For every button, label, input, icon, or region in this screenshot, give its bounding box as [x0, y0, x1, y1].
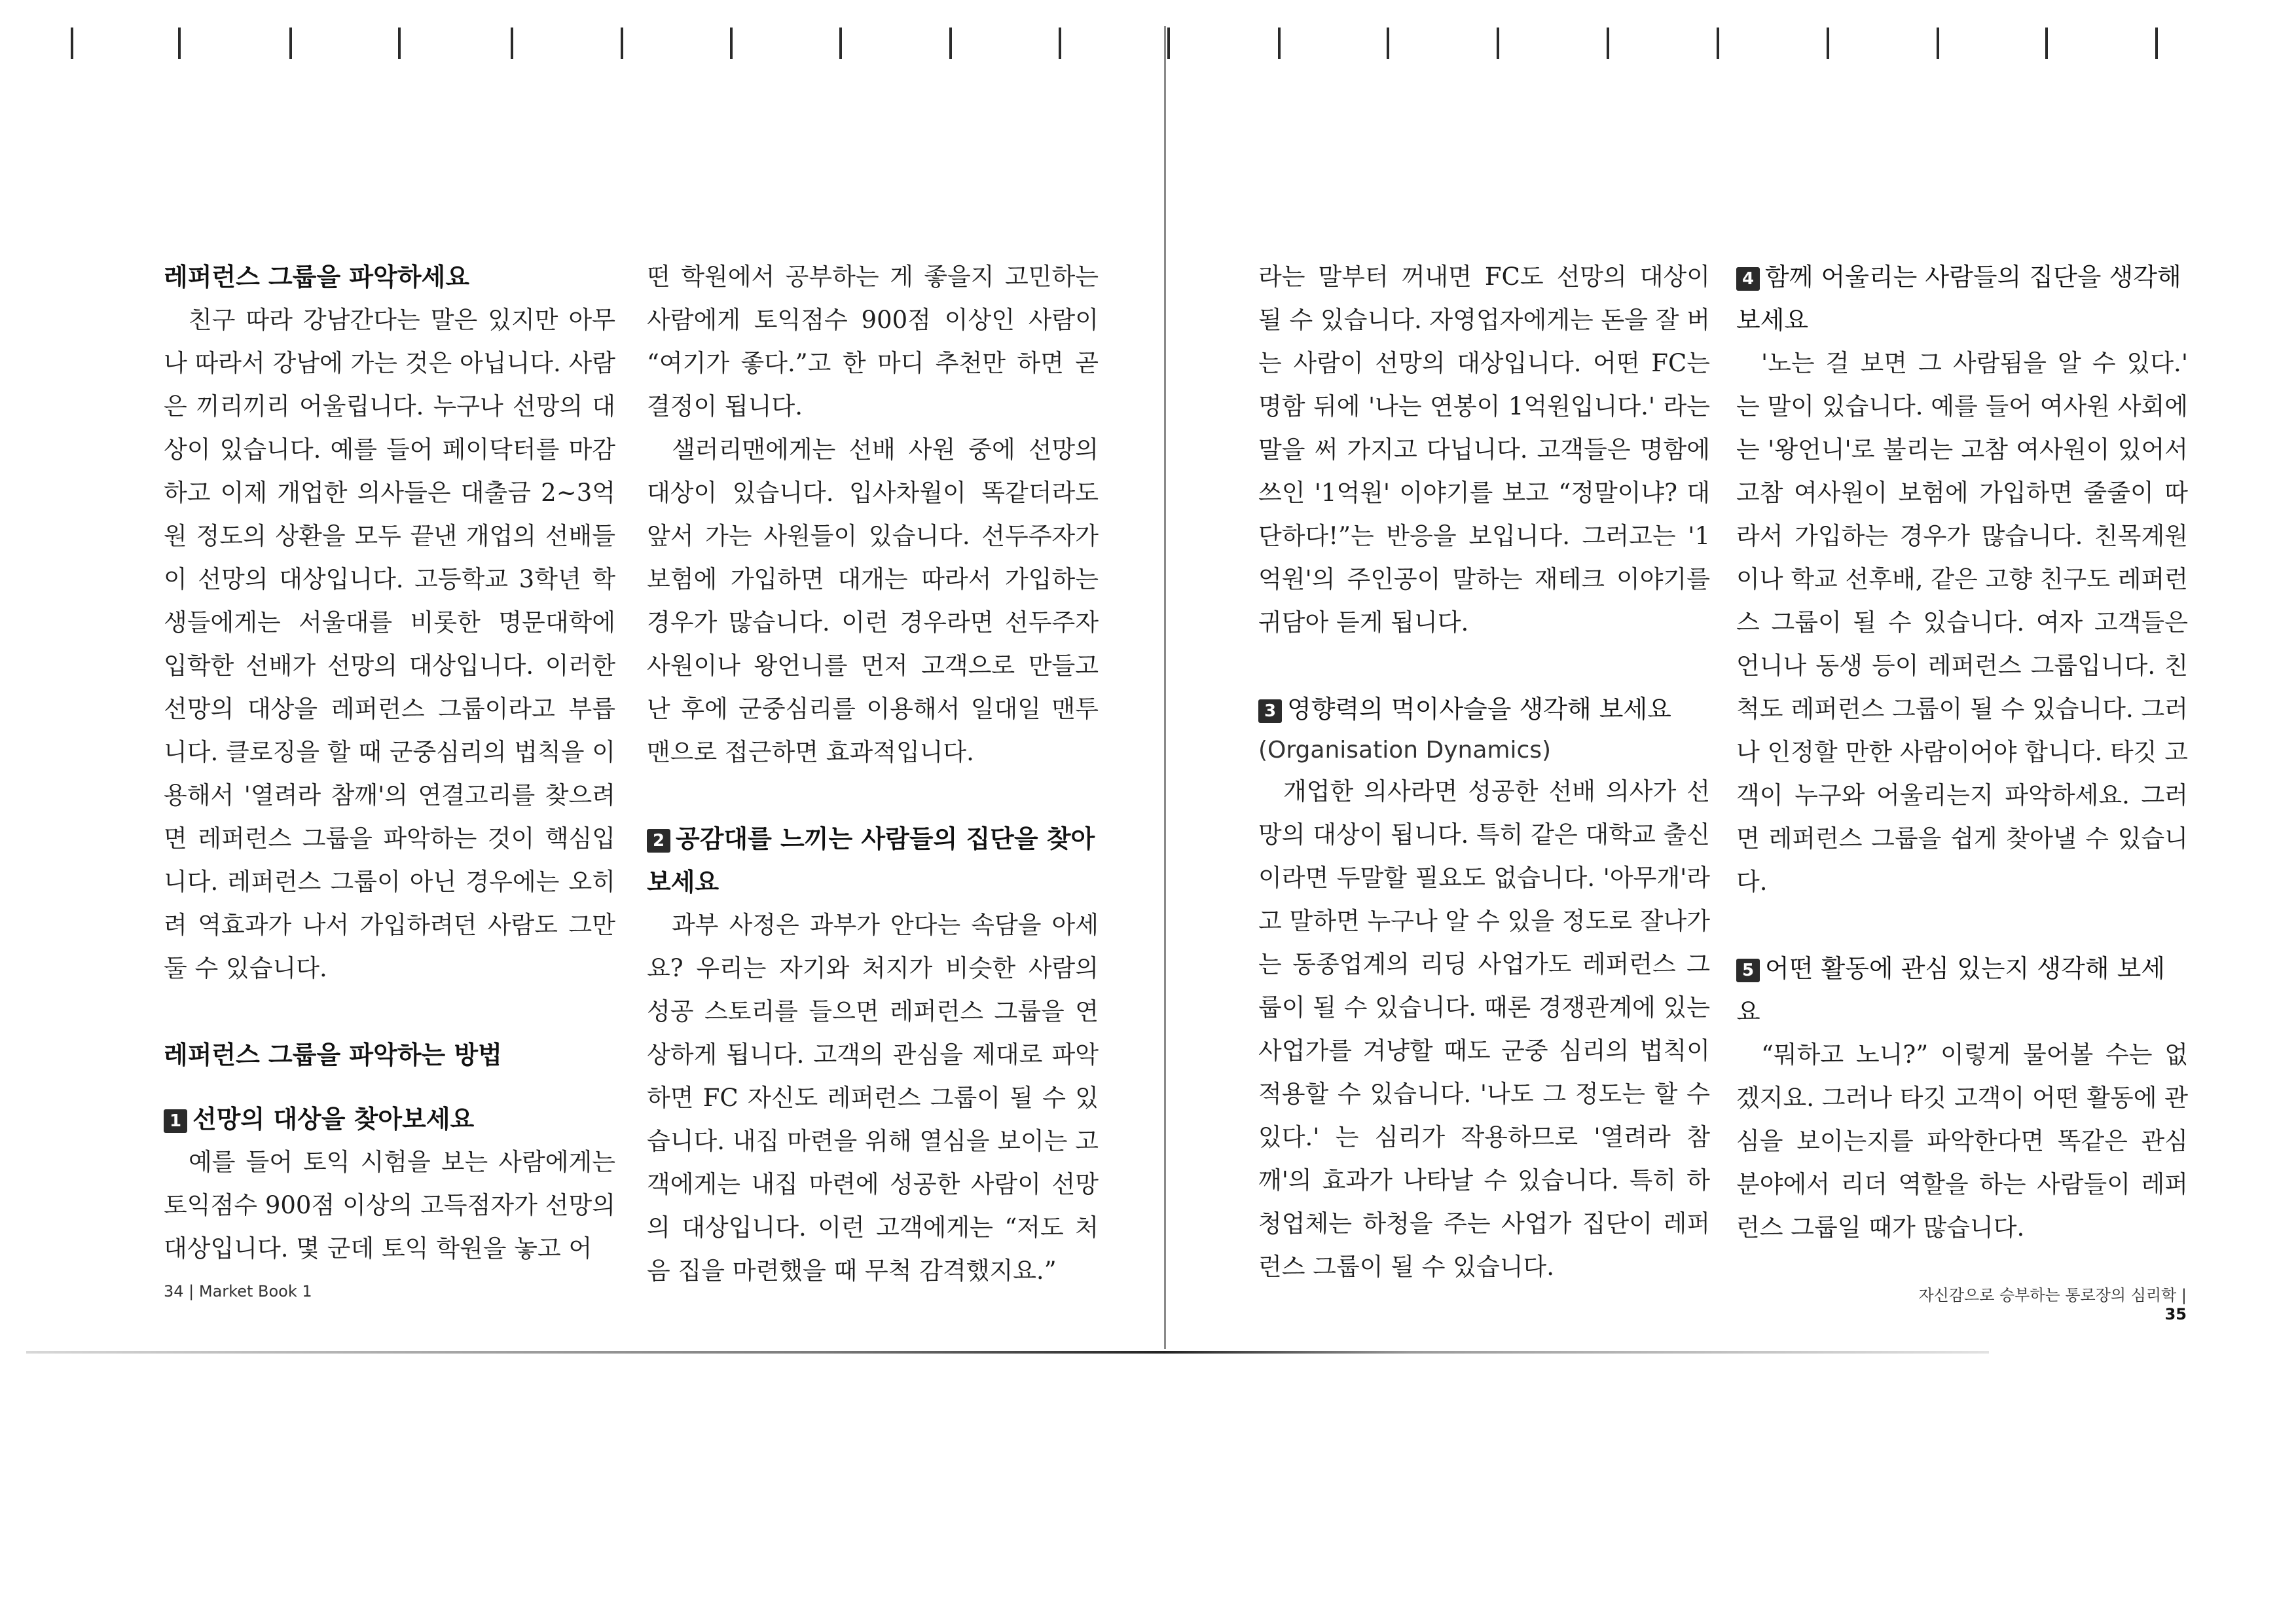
subheading-text: 영향력의 먹이사슬을 생각해 보세요 [1287, 695, 1671, 724]
tick-mark [1278, 28, 1281, 59]
book-spine [1164, 26, 1166, 1349]
right-page-bottom-edge [1164, 1351, 1989, 1354]
right-page-column-1 [1258, 255, 1710, 1289]
tick-mark [1717, 28, 1719, 59]
body-paragraph: 개업한 의사라면 성공한 선배 의사가 선망의 대상이 됩니다. 특히 같은 대학교 출신이라면 두말할 필요도 없습니다. '아무개'라고 말하면 누구나 알 수 있을 정도로 잘나가는 동종업계의 리딩 사업가도 레퍼런스 그룹이 될 수 있습니다. 때론 경쟁관계에 있는 사업가를 겨냥할 때도 군중 심리의 법칙이 적용할 수 있습니다. '나도 그 정도는 할 수 있다.' 는 심리가 작용하므로 '열려라 참깨'의 효과가 나타날 수 있습니다. 특히 하청업체는 하청을 주는 사업가 집단이 레퍼런스 그룹이 될 수 있습니다. [1258, 777, 1710, 1281]
tick-mark [1059, 28, 1061, 59]
number-badge: 2 [647, 829, 670, 853]
tick-mark [1167, 28, 1170, 59]
left-page-bottom-edge [26, 1351, 1165, 1354]
numbered-subheading [1258, 688, 1710, 731]
tick-mark [1497, 28, 1499, 59]
tick-mark [621, 28, 623, 59]
page-edge-tick-marks [0, 20, 2296, 79]
tick-mark [730, 28, 733, 59]
tick-mark [1827, 28, 1829, 59]
left-page-folio: 34 | Market Book 1 [164, 1282, 312, 1301]
right-page-folio [1899, 1282, 2187, 1323]
tick-mark [839, 28, 842, 59]
section-heading: 레퍼런스 그룹을 파악하는 방법 [164, 1041, 502, 1069]
body-paragraph: 떤 학원에서 공부하는 게 좋을지 고민하는 사람에게 토익점수 900점 이상인 사람이 “여기가 좋다.”고 한 마디 추천만 하면 곧 결정이 됩니다. [647, 263, 1099, 420]
body-paragraph: 친구 따라 강남간다는 말은 있지만 아무나 따라서 강남에 가는 것은 아닙니다. 사람은 끼리끼리 어울립니다. 누구나 선망의 대상이 있습니다. 예를 들어 페이닥터를 마감하고 이제 개업한 의사들은 대출금 2~3억원 정도의 상환을 모두 끝낸 개업의 선배들이 선망의 대상입니다. 고등학교 3학년 학생들에게는 서울대를 비롯한 명문대학에 입학한 선배가 선망의 대상입니다. 이러한 선망의 대상을 레퍼런스 그룹이라고 부릅니다. 클로징을 할 때 군중심리의 법칙을 이용해서 '열려라 참깨'의 연결고리를 찾으려면 레퍼런스 그룹을 파악하는 것이 핵심입니다. 레퍼런스 그룹이 아닌 경우에는 오히려 역효과가 나서 가입하려던 사람도 그만 둘 수 있습니다. [164, 306, 615, 982]
left-page-column-1 [164, 255, 615, 1270]
subheading-text: 함께 어울리는 사람들의 집단을 생각해 보세요 [1736, 263, 2181, 335]
body-paragraph: 샐러리맨에게는 선배 사원 중에 선망의 대상이 있습니다. 입사차월이 똑같더라도 앞서 가는 사원들이 있습니다. 선두주자가 보험에 가입하면 대개는 따라서 가입하는 경우가 많습니다. 이런 경우라면 선두주자 사원이나 왕언니를 먼저 고객으로 만들고 난 후에 군중심리를 이용해서 일대일 맨투맨으로 접근하면 효과적입니다. [647, 435, 1099, 766]
body-paragraph: 라는 말부터 꺼내면 FC도 선망의 대상이 될 수 있습니다. 자영업자에게는 돈을 잘 버는 사람이 선망의 대상입니다. 어떤 FC는 명함 뒤에 '나는 연봉이 1억원입니다.' 라는 말을 써 가지고 다닙니다. 고객들은 명함에 쓰인 '1억원' 이야기를 보고 “정말이냐? 대단하다!”는 반응을 보입니다. 그러고는 '1억원'의 주인공이 말하는 재테크 이야기를 귀담아 듣게 됩니다. [1258, 263, 1710, 637]
numbered-subheading [1736, 947, 2188, 1033]
subheading-text: 공감대를 느끼는 사람들의 집단을 찾아보세요 [647, 824, 1095, 896]
tick-mark [289, 28, 292, 59]
number-badge: 4 [1736, 267, 1760, 291]
subheading-text: 선망의 대상을 찾아보세요 [192, 1105, 475, 1134]
body-paragraph: 과부 사정은 과부가 안다는 속담을 아세요? 우리는 자기와 처지가 비슷한 사람의 성공 스토리를 들으면 레퍼런스 그룹을 연상하게 됩니다. 고객의 관심을 제대로 파악하면 FC 자신도 레퍼런스 그룹이 될 수 있습니다. 내집 마련을 위해 열심을 보이는 고객에게는 내집 마련에 성공한 사람이 선망의 대상입니다. 이런 고객에게는 “저도 처음 집을 마련했을 때 무척 감격했지요.” [647, 911, 1099, 1285]
numbered-subheading [164, 1098, 615, 1141]
tick-mark [1607, 28, 1609, 59]
number-badge: 5 [1736, 959, 1760, 982]
numbered-subheading [1736, 255, 2188, 342]
tick-mark [511, 28, 513, 59]
tick-mark [2045, 28, 2048, 59]
body-paragraph: 예를 들어 토익 시험을 보는 사람에게는 토익점수 900점 이상의 고득점자가 선망의 대상입니다. 몇 군데 토익 학원을 놓고 어 [164, 1148, 615, 1263]
tick-mark [1387, 28, 1389, 59]
tick-mark [71, 28, 73, 59]
tick-mark [1937, 28, 1939, 59]
tick-mark [398, 28, 401, 59]
number-badge: 3 [1258, 699, 1282, 723]
section-heading: 레퍼런스 그룹을 파악하세요 [164, 263, 469, 291]
numbered-subheading [647, 817, 1099, 904]
body-paragraph: '노는 걸 보면 그 사람됨을 알 수 있다.' 는 말이 있습니다. 예를 들어 여사원 사회에는 '왕언니'로 불리는 고참 여사원이 있어서 고참 여사원이 보험에 가입하면 줄줄이 따라서 가입하는 경우가 많습니다. 친목계원이나 학교 선후배, 같은 고향 친구도 레퍼런스 그룹이 될 수 있습니다. 여자 고객들은 언니나 동생 등이 레퍼런스 그룹입니다. 친척도 레퍼런스 그룹이 될 수 있습니다. 그러나 인정할 만한 사람이어야 합니다. 타깃 고객이 누구와 어울리는지 파악하세요. 그러면 레퍼런스 그룹을 쉽게 찾아낼 수 있습니다. [1736, 349, 2188, 896]
left-page-column-2 [647, 255, 1099, 1293]
number-badge: 1 [164, 1109, 187, 1133]
body-paragraph: “뭐하고 노니?” 이렇게 물어볼 수는 없겠지요. 그러나 타깃 고객이 어떤 활동에 관심을 보이는지를 파악한다면 똑같은 관심 분야에서 리더 역할을 하는 사람들이 레퍼런스 그룹일 때가 많습니다. [1736, 1041, 2188, 1242]
subheading-text: 어떤 활동에 관심 있는지 생각해 보세요 [1736, 954, 2166, 1026]
tick-mark [2155, 28, 2158, 59]
tick-mark [178, 28, 181, 59]
running-title: 자신감으로 승부하는 통로장의 심리학 | [1918, 1286, 2187, 1304]
right-page-column-2 [1736, 255, 2188, 1249]
tick-mark [949, 28, 952, 59]
page-number: 35 [2164, 1305, 2187, 1323]
subheading-english: (Organisation Dynamics) [1258, 737, 1552, 764]
